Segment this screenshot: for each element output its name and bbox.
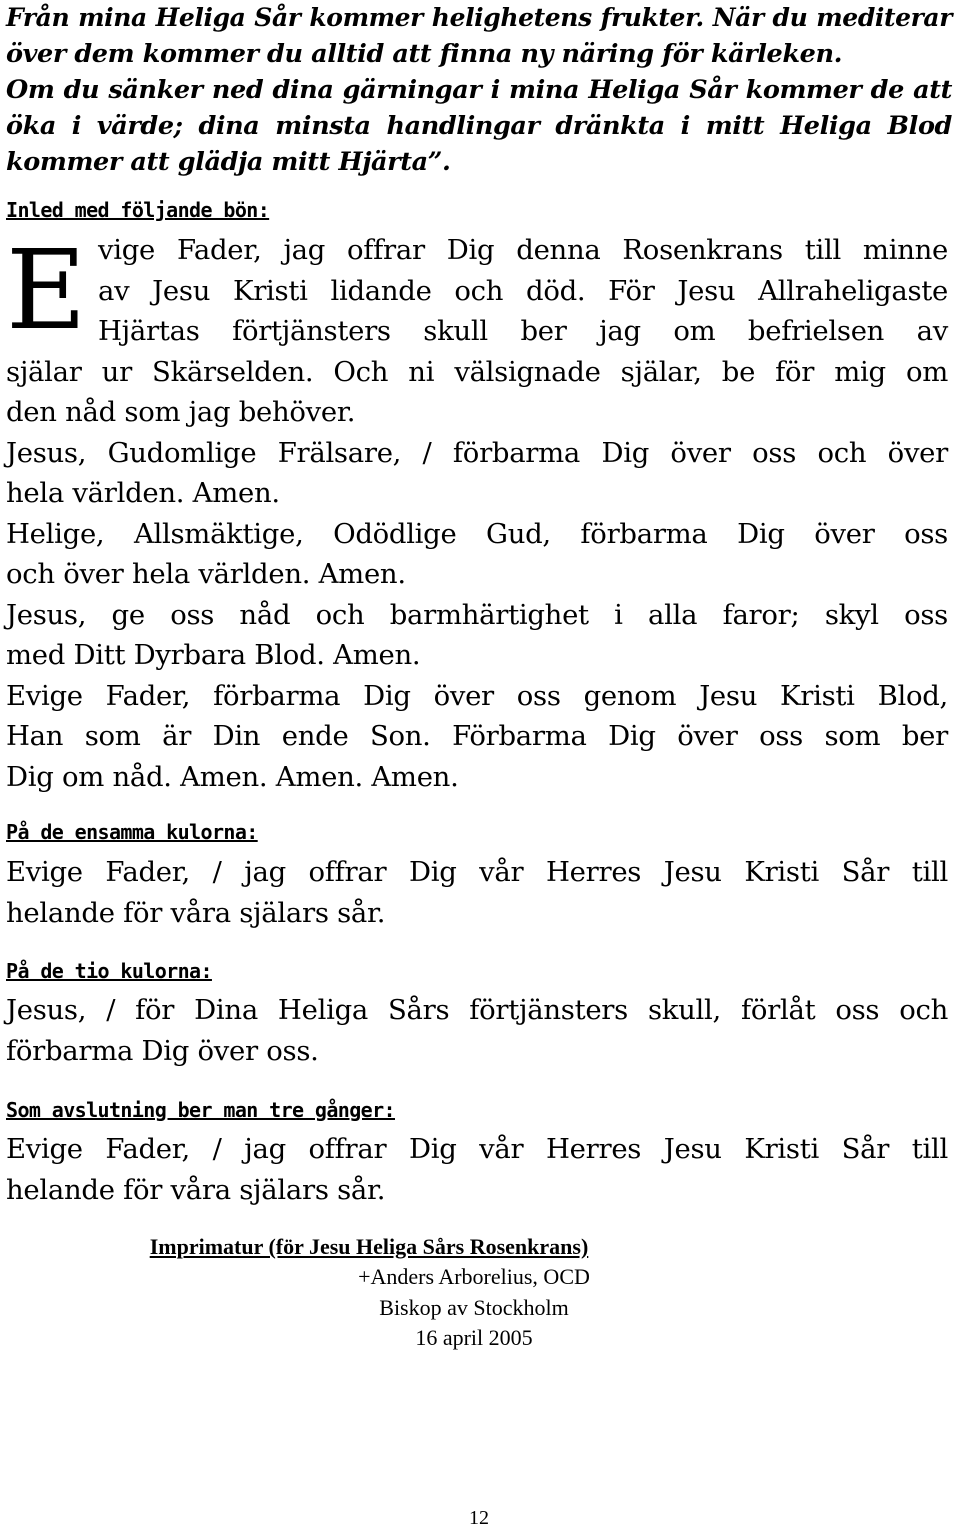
prayer-line: Hjärtas förtjänsters skull ber jag om befrielsen av <box>98 315 948 347</box>
prayer-line: helande för våra själars sår. <box>6 896 386 929</box>
prayer-line: Han som är Din ende Son. Förbarma Dig över oss som ber <box>6 720 948 752</box>
prayer-line: av Jesu Kristi lidande och död. För Jesu Allraheligaste <box>98 274 948 307</box>
ten-beads-prayer <box>6 990 948 1071</box>
imprimatur-title: Imprimatur (för Jesu Heliga Sårs Rosenkrans) <box>149 1234 589 1259</box>
page-number: 12 <box>469 1507 489 1529</box>
intro-line: Om du sänker ned dina gärningar i mina Heliga Sår kommer de att <box>6 75 952 105</box>
opening-prayer <box>6 226 948 797</box>
prayer-line: Helige, Allsmäktige, Odödlige Gud, förbarma Dig över oss <box>6 517 948 550</box>
section-heading-single-beads: På de ensamma kulorna: <box>6 820 258 844</box>
prayer-line: Evige Fader, / jag offrar Dig vår Herres Jesu Kristi Sår till <box>6 856 948 888</box>
intro-line: Från mina Heliga Sår kommer helighetens frukter. När du mediterar <box>6 3 952 32</box>
prayer-line: Jesus, / för Dina Heliga Sårs förtjänsters skull, förlåt oss och <box>6 994 948 1026</box>
imprimatur-block <box>6 1232 952 1354</box>
prayer-line: den nåd som jag behöver. <box>6 396 356 428</box>
prayer-line: helande för våra själars sår. <box>6 1173 386 1206</box>
prayer-line: Jesus, Gudomlige Frälsare, / förbarma Dig över oss och över <box>6 436 948 469</box>
imprimatur-office: Biskop av Stockholm <box>379 1294 569 1320</box>
prayer-line: vige Fader, jag offrar Dig denna Rosenkrans till minne <box>98 234 948 266</box>
imprimatur-signatory: +Anders Arborelius, OCD <box>358 1264 590 1289</box>
section-heading-ten-beads: På de tio kulorna: <box>6 959 212 983</box>
prayer-line: Jesus, ge oss nåd och barmhärtighet i alla faror; skyl oss <box>6 598 948 631</box>
imprimatur-date: 16 april 2005 <box>415 1325 533 1350</box>
prayer-line: och över hela världen. Amen. <box>6 558 406 590</box>
prayer-line: hela världen. Amen. <box>6 477 280 509</box>
prayer-line: förbarma Dig över oss. <box>6 1034 319 1067</box>
intro-line: öka i värde; dina minsta handlingar dränkta i mitt Heliga Blod <box>6 111 952 141</box>
prayer-line: själar ur Skärselden. Och ni välsignade själar, be för mig om <box>6 355 948 388</box>
section-heading-closing: Som avslutning ber man tre gånger: <box>6 1098 395 1122</box>
prayer-line: Evige Fader, förbarma Dig över oss genom Jesu Kristi Blod, <box>6 679 948 712</box>
intro-line: kommer att glädja mitt Hjärta”. <box>6 147 451 177</box>
drop-cap: E <box>6 226 87 354</box>
closing-prayer <box>6 1129 948 1210</box>
prayer-line: Dig om nåd. Amen. Amen. Amen. <box>6 760 459 793</box>
prayer-line: med Ditt Dyrbara Blod. Amen. <box>6 639 421 671</box>
single-beads-prayer <box>6 852 948 933</box>
intro-quote <box>6 0 952 180</box>
section-heading-opening: Inled med följande bön: <box>6 198 270 222</box>
prayer-line: Evige Fader, / jag offrar Dig vår Herres Jesu Kristi Sår till <box>6 1133 948 1165</box>
intro-line: över dem kommer du alltid att finna ny näring för kärleken. <box>6 39 843 69</box>
